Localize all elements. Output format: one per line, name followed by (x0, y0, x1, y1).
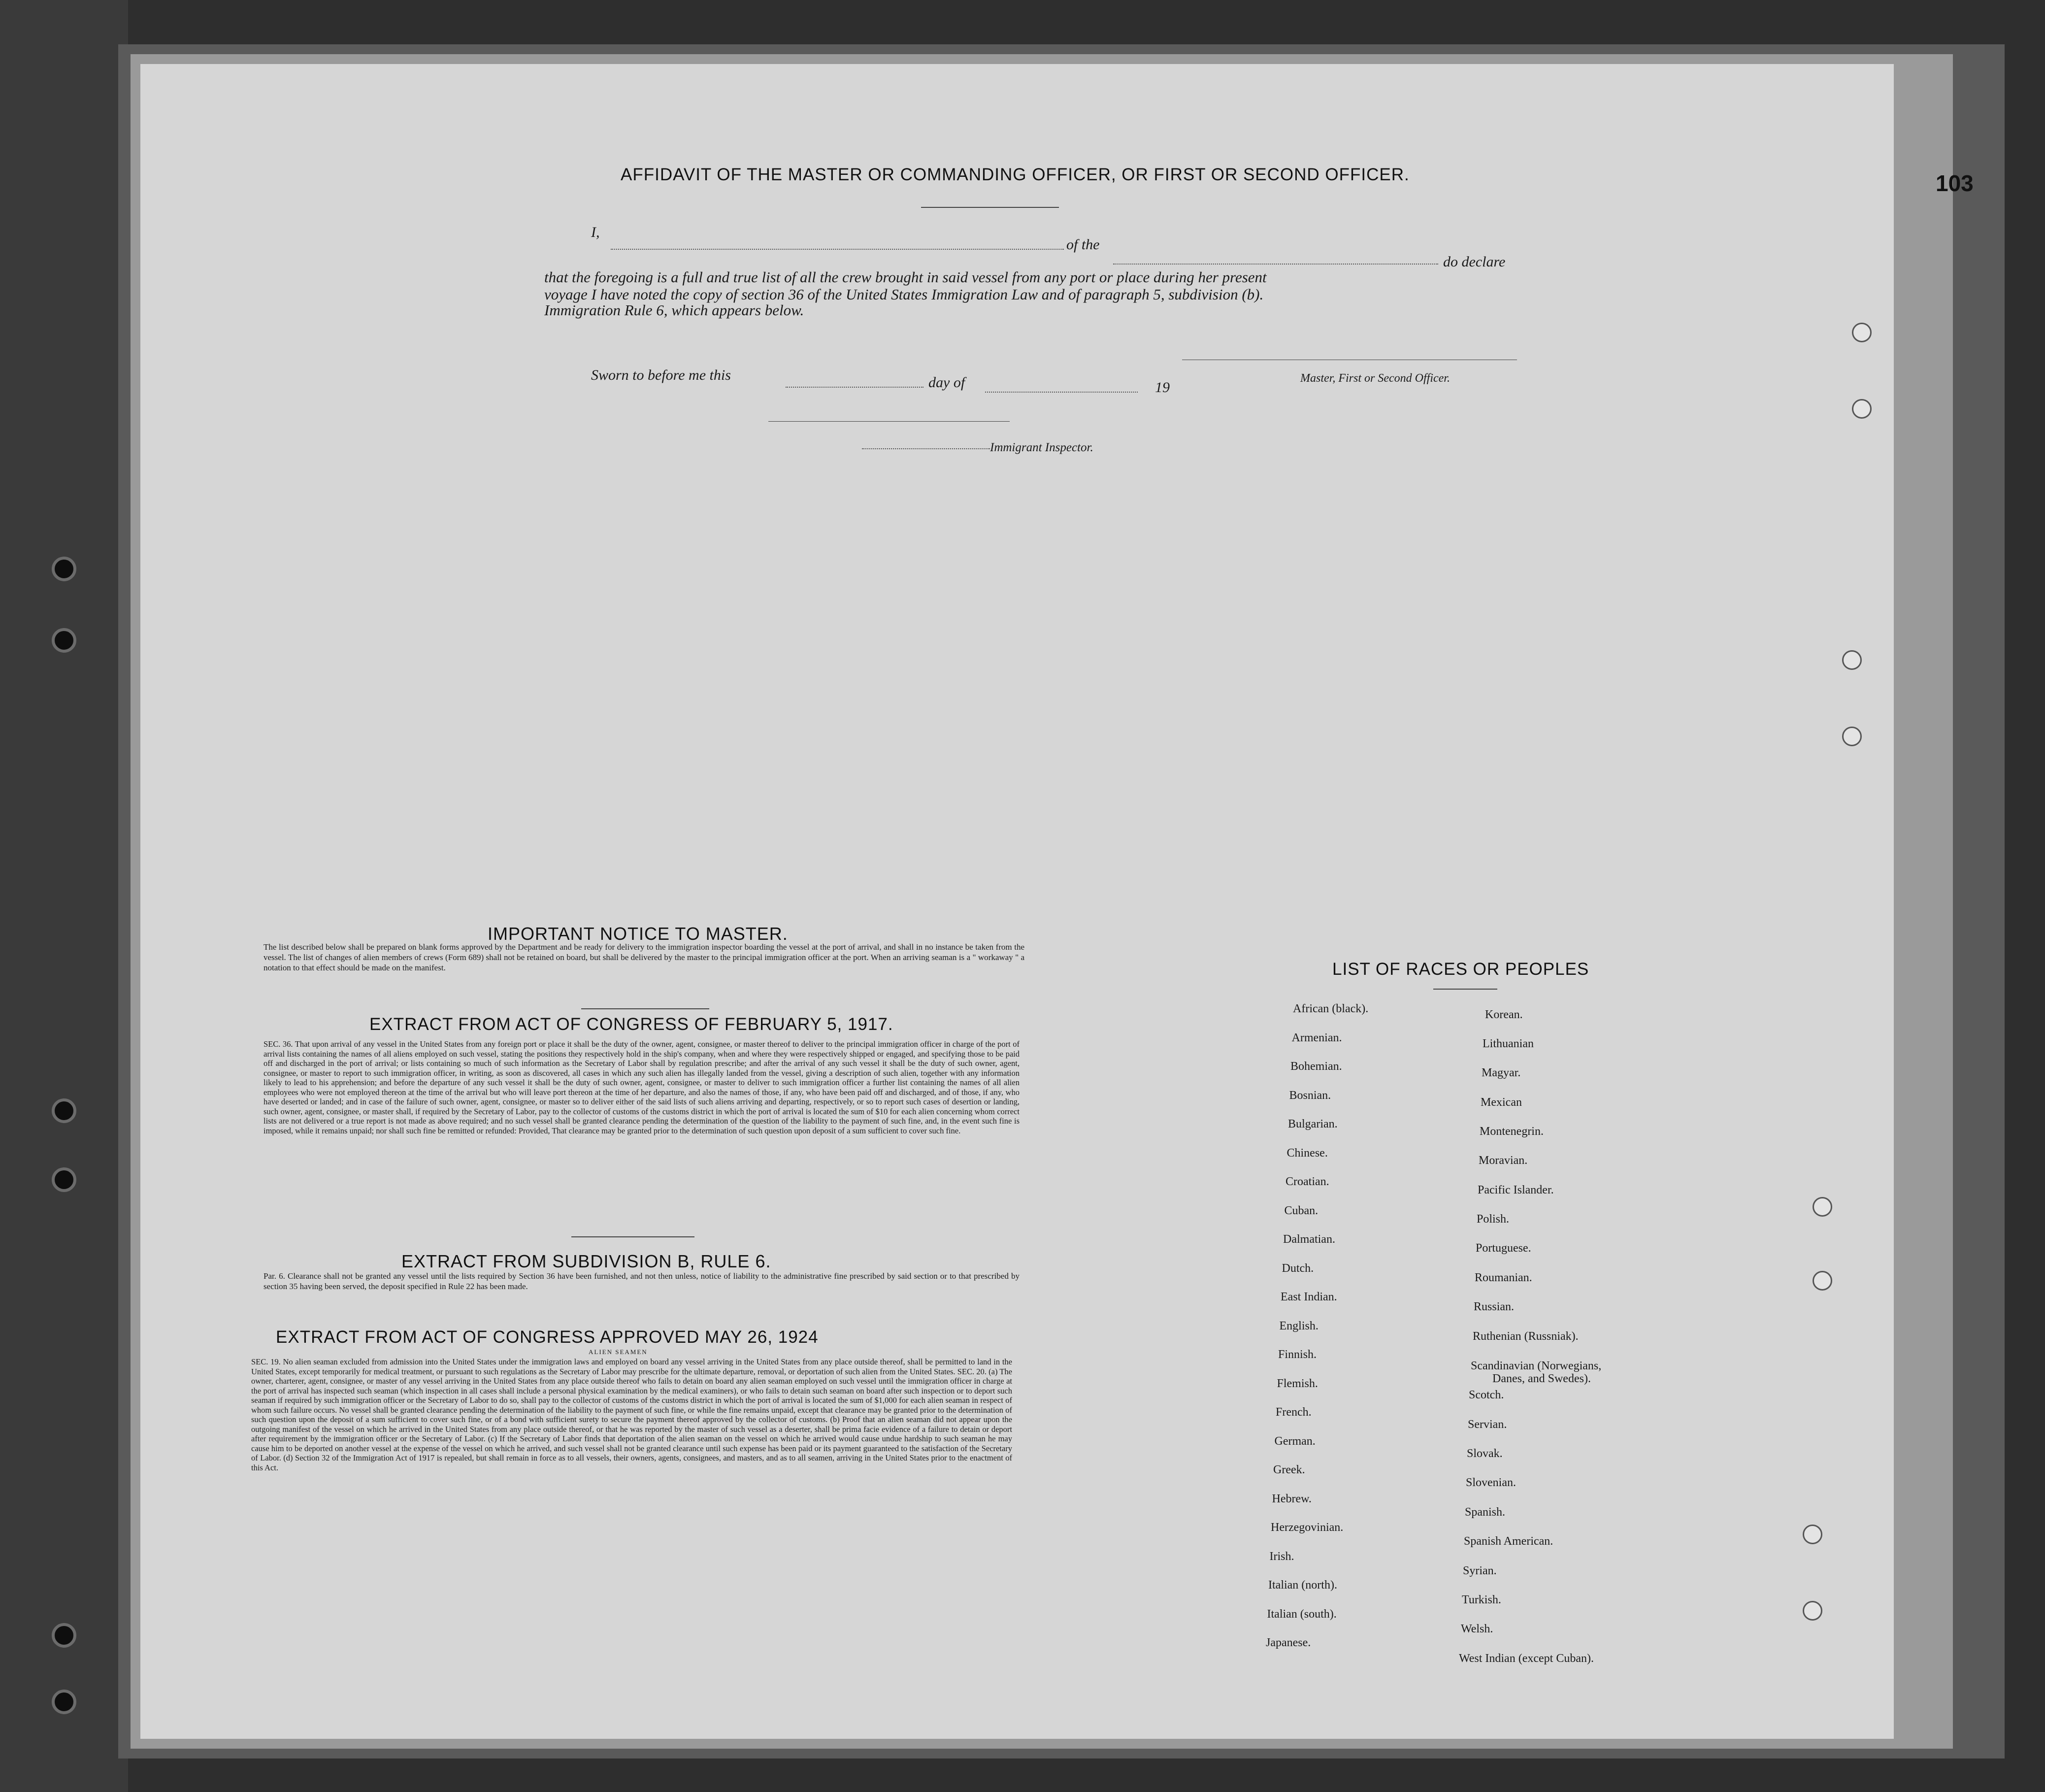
extract-1917-body: SEC. 36. That upon arrival of any vessel in the United States from any foreign port or place it shall be the duty of the owner, agent, consignee, or master thereof to deliver to the principal immigration officer in charge of the port of arrival lists containing the names of all aliens employed on such vessel, stating the positions they respectively hold in the ship's company, when and where they were respectively shipped or engaged, and specifying those to be paid off and discharged in the port of arrival; or lists containing so much of such information as the Secretary of Labor shall by regulation prescribe; and after the arrival of any such vessel it shall be the duty of such owner, agent, consignee, or master to report to such immigration officer, in writing, as soon as discovered, all cases in which any such alien has illegally landed from the vessel, giving a description of such alien, together with any information likely to lead to his apprehension; and before the departure of any such vessel it shall be the duty of such owner, agent, consignee, or master to deliver to such immigration officer a further list containing the names of all alien employees who were not employed thereon at the time of the arrival but who will leave port thereon at the time of her departure, and also the names of those, if any, who have been paid off and discharged, and of those, if any, who have deserted or landed; and in case of the failure of such owner, agent, consignee, or master so to deliver either of the said lists of such aliens arriving and departing, respectively, or so to report such cases of desertion or landing, such owner, agent, consignee, or master shall, if required by the Secretary of Labor, pay to the collector of customs of the customs district in which the port of arrival is located the sum of $10 for each alien concerning whom correct lists are not delivered or a true report is not made as above required; and no such vessel shall be granted clearance pending the determination of the question of the liability to the payment of such fine, and, in the event such fine is imposed, while it remains unpaid; nor shall such fine be remitted or refunded: Provided, That clearance may be granted prior to the determination of such question upon deposit of a sum sufficient to cover such fine. (264, 1039, 1020, 1135)
sworn-day-line[interactable] (786, 387, 924, 388)
race-item: Danes, and Swedes). (1492, 1372, 1591, 1385)
document-page (140, 64, 1894, 1739)
race-item: Bosnian. (1289, 1089, 1331, 1102)
affidavit-title: AFFIDAVIT OF THE MASTER OR COMMANDING OFFICER, OR FIRST OR SECOND OFFICER. (621, 165, 1410, 184)
race-item: Croatian. (1286, 1175, 1329, 1188)
race-item: Cuban. (1284, 1204, 1319, 1217)
race-item: English. (1279, 1319, 1319, 1332)
affidavit-title-rule (921, 207, 1059, 208)
race-item: Hebrew. (1272, 1492, 1312, 1505)
race-item: West Indian (except Cuban). (1459, 1652, 1594, 1665)
punch-hole (1842, 650, 1862, 670)
race-item: Dalmatian. (1283, 1233, 1335, 1246)
affidavit-i-label: I, (591, 224, 600, 240)
race-item: Italian (north). (1268, 1579, 1337, 1592)
races-title: LIST OF RACES OR PEOPLES (1332, 960, 1589, 979)
punch-hole (1813, 1271, 1832, 1291)
binder-hole (52, 1167, 76, 1192)
race-item: Syrian. (1463, 1564, 1497, 1577)
master-name-line[interactable] (611, 249, 1064, 250)
binder-hole (52, 1623, 76, 1648)
race-item: Italian (south). (1267, 1607, 1337, 1621)
race-item: Ruthenian (Russniak). (1473, 1330, 1579, 1343)
race-item: Korean. (1485, 1008, 1523, 1021)
race-item: Mexican (1481, 1096, 1522, 1109)
race-item: Irish. (1269, 1550, 1294, 1563)
race-item: Chinese. (1286, 1146, 1328, 1160)
affidavit-line-2: voyage I have noted the copy of section 36 of the United States Immigration Law and of paragraph 5, subdivision (b). (544, 286, 1264, 303)
notice-title: IMPORTANT NOTICE TO MASTER. (488, 924, 788, 944)
page-number: 103 (1936, 170, 1974, 196)
binder-hole (52, 557, 76, 581)
race-item: Polish. (1477, 1213, 1510, 1226)
year-label: 19 (1155, 379, 1170, 396)
race-item: Flemish. (1277, 1377, 1318, 1390)
race-item: Moravian. (1479, 1154, 1528, 1167)
binder-hole (52, 1690, 76, 1714)
race-item: African (black). (1293, 1002, 1369, 1015)
inspector-signature-line[interactable] (768, 421, 1010, 422)
binder-hole (52, 1098, 76, 1123)
race-item: Slovak. (1467, 1447, 1503, 1460)
punch-hole (1852, 323, 1872, 342)
day-of-label: day of (928, 374, 965, 391)
extract-rule6-title: EXTRACT FROM SUBDIVISION B, RULE 6. (401, 1251, 771, 1271)
extract-rule6-body: Par. 6. Clearance shall not be granted any vessel until the lists required by Section 36 have been furnished, and not then unless, notice of liability to the administrative fine prescribed by said section or to that prescribed by section 35 having been served, the deposit specified in Rule 22 has been made. (264, 1271, 1020, 1291)
inspector-line[interactable] (862, 448, 990, 449)
extract-1924-title: EXTRACT FROM ACT OF CONGRESS APPROVED MAY 26, 1924 (276, 1327, 819, 1347)
race-item: French. (1276, 1406, 1312, 1419)
race-item: Finnish. (1278, 1348, 1317, 1361)
vessel-name-line[interactable] (1113, 264, 1438, 265)
punch-hole (1852, 399, 1872, 419)
race-item: Roumanian. (1475, 1271, 1532, 1284)
sworn-month-line[interactable] (985, 392, 1138, 393)
race-item: Bulgarian. (1288, 1118, 1338, 1130)
race-item: East Indian. (1281, 1291, 1337, 1303)
race-item: Herzegovinian. (1271, 1521, 1344, 1534)
punch-hole (1842, 727, 1862, 746)
punch-hole (1803, 1601, 1822, 1621)
race-item: Servian. (1468, 1418, 1507, 1431)
race-item: German. (1274, 1434, 1316, 1448)
race-item: Slovenian. (1466, 1476, 1516, 1489)
race-item: Japanese. (1266, 1636, 1311, 1649)
race-item: Dutch. (1282, 1261, 1314, 1275)
extract-1924-subtitle: ALIEN SEAMEN (589, 1348, 648, 1356)
race-item: Portuguese. (1476, 1242, 1531, 1255)
punch-hole (1803, 1525, 1822, 1544)
sworn-label: Sworn to before me this (591, 367, 731, 383)
signature-label: Master, First or Second Officer. (1300, 372, 1450, 385)
race-item: Turkish. (1462, 1593, 1501, 1606)
race-item: Montenegrin. (1480, 1125, 1544, 1138)
inspector-label: Immigrant Inspector. (990, 441, 1093, 454)
race-item: Welsh. (1461, 1623, 1493, 1635)
races-rule (1433, 989, 1497, 990)
race-item: Magyar. (1482, 1066, 1521, 1079)
binder-hole (52, 628, 76, 653)
race-item: Armenian. (1291, 1031, 1342, 1044)
notice-rule (581, 1008, 709, 1009)
extract-1924-body: SEC. 19. No alien seaman excluded from admission into the United States under the immigration laws and employed on board any vessel arriving in the United States from any place outside thereof, shall be permitted to land in the United States, except temporarily for medical treatment, or pursuant to such regulations as the Secretary of Labor may prescribe for the ultimate departure, removal, or deportation of such alien from the United States. SEC. 20. (a) The owner, charterer, agent, consignee, or master of any vessel arriving in the United States from any place outside thereof who fails to detain on board any alien seaman employed on such vessel until the immigration officer in charge at the port of arrival has inspected such seaman (which inspection in all cases shall include a personal physical examination by the medical examiners), or who fails to detain such seaman on board after such inspection or to deport such seaman if required by such immigration officer or the Secretary of Labor to do so, shall pay to the collector of customs of the customs district in which the port of arrival is located the sum of $1,000 for each alien seaman in respect of whom such failure occurs. No vessel shall be granted clearance pending the determination of the liability to the payment of such fine, or while the fine remains unpaid, except that clearance may be granted prior to the determination of such question upon the deposit of a sum sufficient to cover such fine, or of a bond with sufficient surety to secure the payment thereof approved by the collector of customs. (b) Proof that an alien seaman did not appear upon the outgoing manifest of the vessel on which he arrived in the United States from any place outside thereof, or that he was reported by the master of such vessel as a deserter, shall be prima facie evidence of a failure to detain or deport after requirement by the immigration officer or the Secretary of Labor. (c) If the Secretary of Labor finds that deportation of the alien seaman on the vessel on which he arrived would cause undue hardship to such seaman he may cause him to be deported on another vessel at the expense of the vessel on which he arrived, and such vessel shall not be granted clearance until such expense has been paid or its payment guaranteed to the satisfaction of the Secretary of Labor. (d) Section 32 of the Immigration Act of 1917 is repealed, but shall remain in force as to all vessels, their owners, agents, consignees, and masters, and as to all seamen, arriving in the United States prior to the enactment of this Act. (251, 1357, 1012, 1472)
affidavit-line-3: Immigration Rule 6, which appears below. (544, 301, 804, 319)
race-item: Spanish American. (1464, 1535, 1553, 1548)
extract-1917-rule (571, 1236, 694, 1237)
affidavit-do-declare-label: do declare (1443, 254, 1506, 270)
race-item: Spanish. (1465, 1506, 1506, 1519)
affidavit-of-the-label: of the (1066, 236, 1100, 253)
binder-strip (0, 0, 128, 1792)
race-item: Lithuanian (1483, 1037, 1534, 1050)
affidavit-line-1: that the foregoing is a full and true list of all the crew brought in said vessel from any port or place during her present (544, 268, 1267, 286)
extract-1917-title: EXTRACT FROM ACT OF CONGRESS OF FEBRUARY 5, 1917. (369, 1015, 893, 1034)
race-item: Greek. (1273, 1463, 1305, 1476)
race-item: Russian. (1474, 1300, 1515, 1313)
punch-hole (1813, 1197, 1832, 1217)
race-item: Scandinavian (Norwegians, (1471, 1360, 1602, 1372)
race-item: Pacific Islander. (1478, 1184, 1554, 1196)
race-item: Scotch. (1469, 1389, 1504, 1401)
notice-body: The list described below shall be prepared on blank forms approved by the Department and be ready for delivery to the immigration inspector boarding the vessel at the port of arrival, and shall in no instance be taken from the vessel. The list of changes of alien members of crews (Form 689) shall not be retained on board, but shall be delivered by the master to the principal immigration officer at the port. When an arriving seaman is a " workaway " a notation to that effect should be made on the manifest. (264, 942, 1024, 972)
race-item: Bohemian. (1290, 1060, 1342, 1073)
